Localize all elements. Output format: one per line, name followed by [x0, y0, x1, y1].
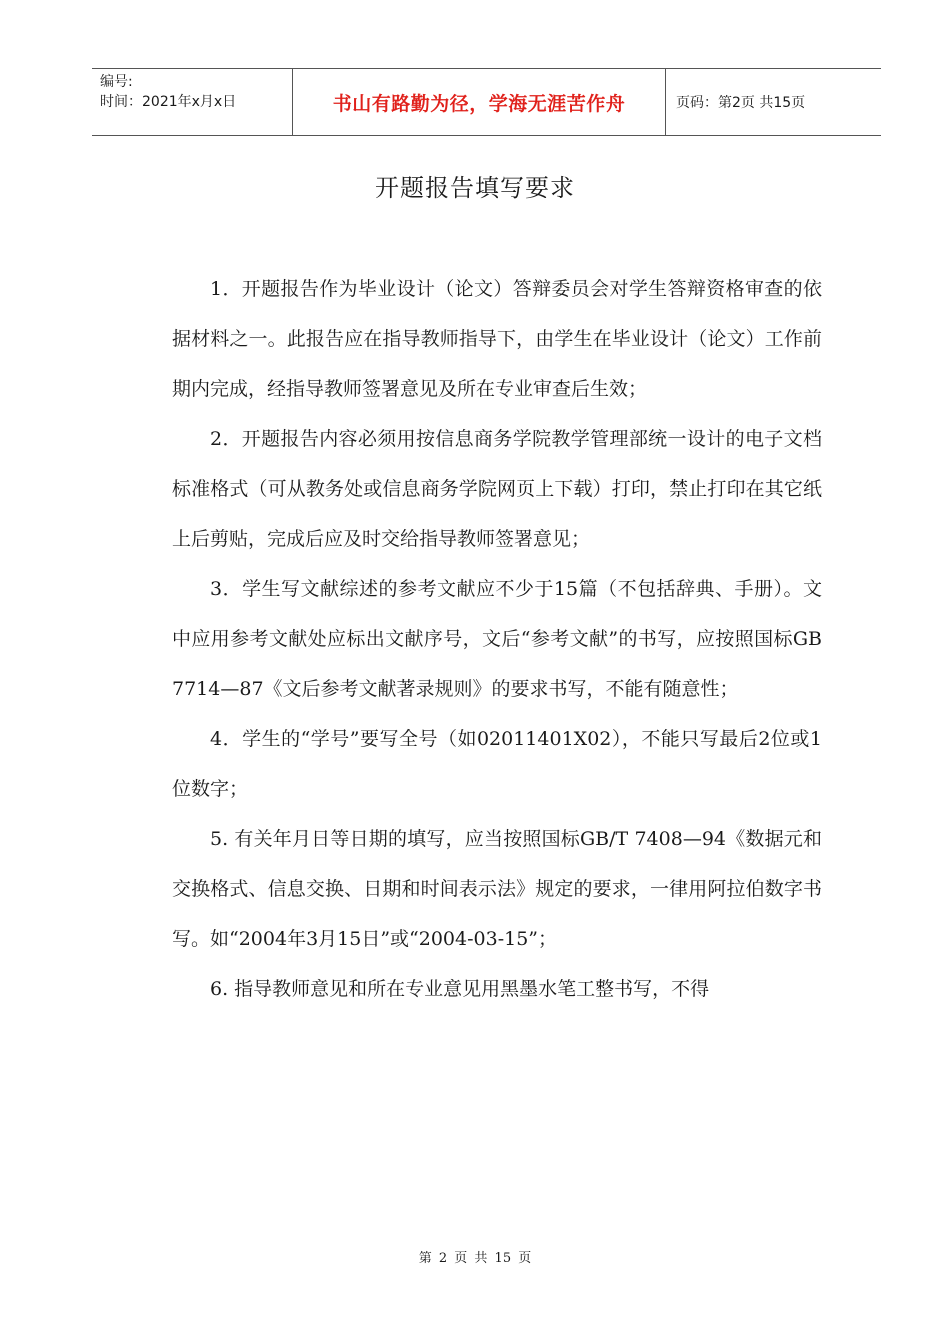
header-motto-cell [293, 69, 666, 135]
header-page-number: 页码：第2页 共15页 [676, 95, 806, 111]
document-body [172, 264, 822, 1014]
header-meta [92, 69, 293, 135]
paragraph-1: 1．开题报告作为毕业设计（论文）答辩委员会对学生答辩资格审查的依据材料之一。此报告应在指导教师指导下，由学生在毕业设计（论文）工作前期内完成，经指导教师签署意见及所在专业审查后生效； [172, 278, 822, 400]
paragraph-6: 6. 指导教师意见和所在专业意见用黑墨水笔工整书写，不得 [210, 978, 710, 1000]
page-footer: 第 2 页 共 15 页 [418, 1251, 532, 1266]
paragraph-5: 5. 有关年月日等日期的填写，应当按照国标GB/T 7408—94《数据元和交换格式、信息交换、日期和时间表示法》规定的要求，一律用阿拉伯数字书写。如“2004年3月15日”或“2004-03-15”； [172, 828, 822, 950]
document-time-label: 时间：2021年x月x日 [100, 94, 237, 110]
page-header [92, 68, 881, 136]
paragraph-4: 4．学生的“学号”要写全号（如02011401X02），不能只写最后2位或1位数字； [172, 728, 822, 800]
paragraph-2: 2．开题报告内容必须用按信息商务学院教学管理部统一设计的电子文档标准格式（可从教务处或信息商务学院网页上下载）打印，禁止打印在其它纸上后剪贴，完成后应及时交给指导教师签署意见； [172, 428, 822, 550]
document-title: 开题报告填写要求 [375, 174, 575, 202]
header-motto: 书山有路勤为径，学海无涯苦作舟 [332, 92, 626, 115]
paragraph-3: 3．学生写文献综述的参考文献应不少于15篇（不包括辞典、手册）。文中应用参考文献处应标出文献序号，文后“参考文献”的书写，应按照国标GB 7714—87《文后参考文献著录规则》的要求书写，不能有随意性； [172, 578, 822, 700]
document-number-label: 编号: [100, 74, 133, 90]
header-page-cell [666, 69, 881, 135]
